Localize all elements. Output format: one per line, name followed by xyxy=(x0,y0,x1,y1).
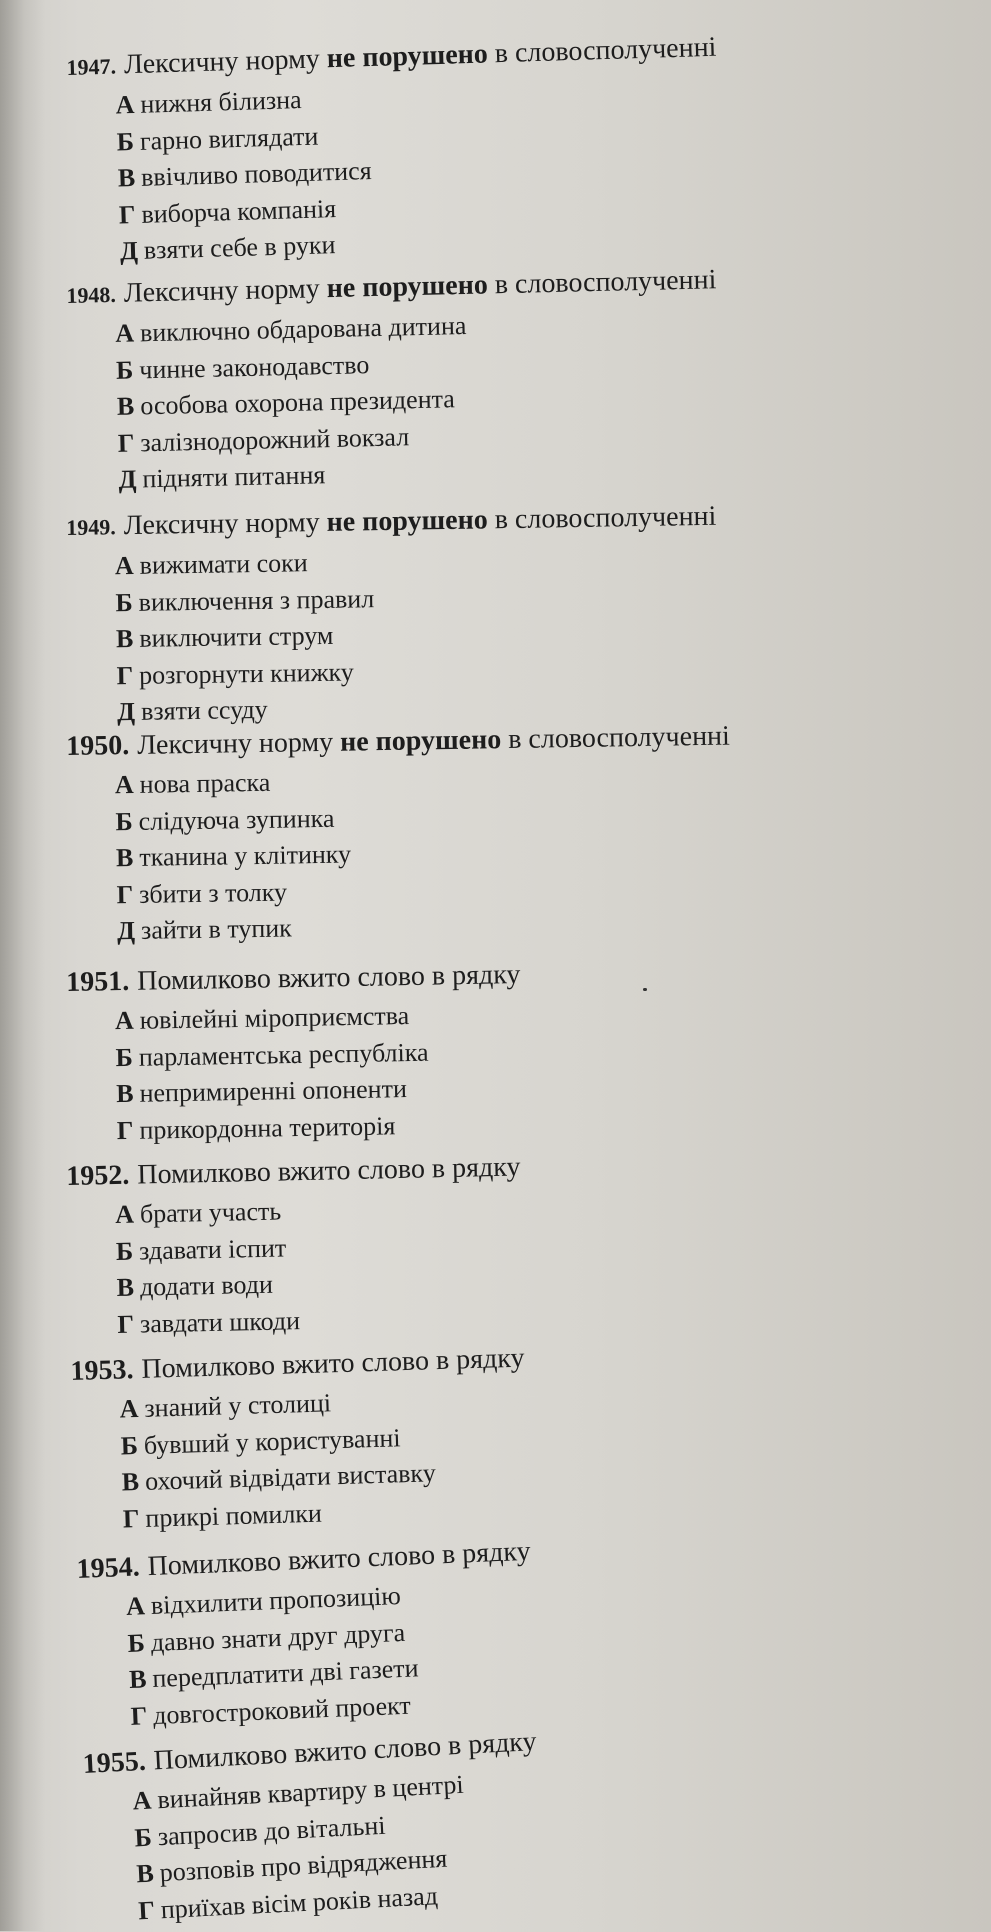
question-1949 xyxy=(66,500,720,732)
question-prompt: Помилково вжито слово в рядку xyxy=(152,1726,538,1777)
question-prompt: Помилково вжито слово в рядку xyxy=(137,959,521,997)
question-number: 1950. xyxy=(66,730,130,762)
answer-options xyxy=(78,1573,538,1737)
option-letter: Д xyxy=(118,464,137,494)
prompt-bold: не порушено xyxy=(326,504,488,538)
option-text: чинне законодавство xyxy=(138,349,370,384)
option-letter: Г xyxy=(117,427,135,458)
question-number: 1949. xyxy=(66,514,116,540)
option-text: непримиренні опоненти xyxy=(139,1074,408,1108)
option-text: брати участь xyxy=(139,1196,282,1229)
question-heading xyxy=(66,958,521,1000)
answer-options xyxy=(67,996,524,1150)
option-letter: В xyxy=(128,1664,148,1694)
option-letter: Б xyxy=(116,126,135,157)
prompt-after: в словосполученні xyxy=(500,720,731,756)
question-1948 xyxy=(66,263,721,499)
question-1950 xyxy=(66,720,733,951)
question-number: 1947. xyxy=(66,53,117,80)
option-letter: В xyxy=(135,1858,155,1889)
option-text: ввічливо поводитися xyxy=(140,155,373,192)
question-1952 xyxy=(66,1150,524,1343)
answer-options xyxy=(84,1763,545,1932)
option-letter: Д xyxy=(119,235,139,266)
option-text: тканина у клітинку xyxy=(139,839,352,872)
option-letter: А xyxy=(114,1199,135,1229)
option-text: виключно обдарована дитина xyxy=(139,310,467,348)
option-letter: В xyxy=(115,1078,134,1109)
option-text: зайти в тупик xyxy=(140,913,293,945)
option-text: приїхав вісім років назад xyxy=(160,1880,439,1924)
option-letter: Б xyxy=(115,806,133,836)
option-letter: А xyxy=(132,1785,153,1816)
option-text: додати води xyxy=(139,1269,274,1302)
question-1947 xyxy=(66,31,722,272)
option-text: залізнодорожний вокзал xyxy=(139,421,410,457)
option-text: прикрі помилки xyxy=(144,1498,323,1533)
question-number: 1952. xyxy=(66,1159,130,1192)
option-letter: В xyxy=(115,842,134,873)
answer-options xyxy=(67,70,722,272)
option-letter: Д xyxy=(116,915,136,946)
option-letter: Г xyxy=(118,199,136,229)
option-letter: В xyxy=(116,1272,135,1302)
prompt-bold: не порушено xyxy=(339,724,502,758)
prompt-before: Лексичну норму xyxy=(123,273,328,309)
option-text: взяти себе в руки xyxy=(143,230,336,265)
question-number: 1948. xyxy=(66,281,117,308)
option-letter: А xyxy=(114,1005,134,1036)
question-number: 1951. xyxy=(66,965,130,998)
option-letter: Г xyxy=(122,1503,140,1533)
option-text: передплатити дві газети xyxy=(151,1653,420,1694)
prompt-bold: не порушено xyxy=(326,269,489,305)
prompt-before: Лексичну норму xyxy=(123,43,328,81)
option-letter: Г xyxy=(116,660,134,690)
option-text: розгорнути книжку xyxy=(138,657,355,690)
answer-option-h xyxy=(117,1298,524,1343)
question-prompt xyxy=(137,721,730,761)
prompt-after: в словосполученні xyxy=(487,500,717,536)
option-text: виключення з правил xyxy=(138,583,375,617)
option-text: ювілейні міроприємства xyxy=(139,1001,410,1035)
question-1953 xyxy=(70,1342,529,1539)
option-letter: В xyxy=(115,623,134,654)
option-text: запросив до вітальні xyxy=(157,1810,387,1851)
option-letter: Г xyxy=(116,879,134,909)
prompt-before: Лексичну норму xyxy=(123,506,327,542)
prompt-after: в словосполученні xyxy=(487,31,717,70)
option-text: нова праска xyxy=(139,767,271,799)
question-number: 1954. xyxy=(76,1551,141,1585)
question-prompt xyxy=(124,501,717,541)
option-text: збити з толку xyxy=(138,877,288,909)
option-letter: Д xyxy=(116,696,136,727)
option-text: знаний у столиці xyxy=(143,1388,332,1423)
option-text: нижня білизна xyxy=(139,85,303,119)
option-text: виключити струм xyxy=(139,620,334,653)
question-prompt: Помилково вжито слово в рядку xyxy=(146,1535,532,1583)
question-heading xyxy=(66,1150,521,1194)
binding-shadow xyxy=(0,0,45,1931)
ink-speck xyxy=(643,988,647,991)
prompt-before: Лексичну норму xyxy=(137,726,341,761)
question-number: 1955. xyxy=(82,1745,147,1780)
option-letter: Б xyxy=(133,1822,153,1852)
option-text: бувший у користуванні xyxy=(143,1422,401,1460)
question-heading xyxy=(66,500,717,545)
answer-options xyxy=(67,539,720,732)
answer-option-h xyxy=(117,1106,524,1150)
option-letter: А xyxy=(114,550,134,581)
answer-options xyxy=(67,302,721,499)
option-text: гарно виглядати xyxy=(139,121,319,156)
option-letter: А xyxy=(115,90,135,120)
option-letter: А xyxy=(119,1394,139,1424)
option-letter: Г xyxy=(130,1700,148,1731)
answer-options xyxy=(71,1380,529,1539)
option-text: довгостроковий проект xyxy=(152,1690,412,1730)
option-letter: В xyxy=(116,391,135,421)
question-number: 1953. xyxy=(70,1354,134,1387)
option-letter: А xyxy=(114,318,135,348)
option-letter: Б xyxy=(120,1430,139,1461)
option-text: виборча компанія xyxy=(141,193,337,229)
option-letter: А xyxy=(114,769,134,800)
option-text: відхилити пропозицію xyxy=(150,1581,402,1621)
option-text: завдати шкоди xyxy=(139,1305,301,1338)
option-text: охочий відвідати виставку xyxy=(144,1458,437,1496)
option-letter: Б xyxy=(127,1627,146,1658)
option-text: здавати іспит xyxy=(138,1232,287,1265)
question-1954 xyxy=(76,1535,537,1737)
answer-options xyxy=(67,758,733,951)
prompt-after: в словосполученні xyxy=(487,264,717,301)
option-letter: Б xyxy=(115,355,134,385)
option-letter: Г xyxy=(137,1895,156,1925)
option-text: підняти питання xyxy=(142,460,326,494)
option-text: взяти ссуду xyxy=(140,694,268,726)
option-letter: Г xyxy=(116,1115,134,1145)
prompt-bold: не порушено xyxy=(326,38,489,75)
answer-options xyxy=(67,1188,524,1343)
option-letter: Г xyxy=(117,1309,135,1339)
option-letter: В xyxy=(117,163,136,193)
question-prompt xyxy=(124,264,717,308)
option-letter: А xyxy=(125,1591,146,1622)
option-text: давно знати друг друга xyxy=(150,1617,406,1657)
option-letter: Б xyxy=(115,1236,134,1266)
question-1951 xyxy=(66,958,523,1150)
option-letter: В xyxy=(121,1467,140,1497)
option-text: винайняв квартиру в центрі xyxy=(156,1769,465,1815)
question-prompt: Помилково вжито слово в рядку xyxy=(137,1151,521,1191)
option-text: слідуюча зупинка xyxy=(138,803,335,836)
option-text: парламентська республіка xyxy=(138,1037,429,1072)
option-text: прикордонна територія xyxy=(139,1110,396,1145)
question-prompt: Помилково вжито слово в рядку xyxy=(140,1342,525,1385)
option-text: особова охорона президента xyxy=(139,384,456,421)
option-text: розповів про відрядження xyxy=(159,1843,448,1888)
question-1955 xyxy=(82,1725,545,1932)
option-letter: Б xyxy=(115,1042,134,1072)
option-letter: Б xyxy=(115,587,133,617)
option-text: вижимати соки xyxy=(139,548,308,580)
